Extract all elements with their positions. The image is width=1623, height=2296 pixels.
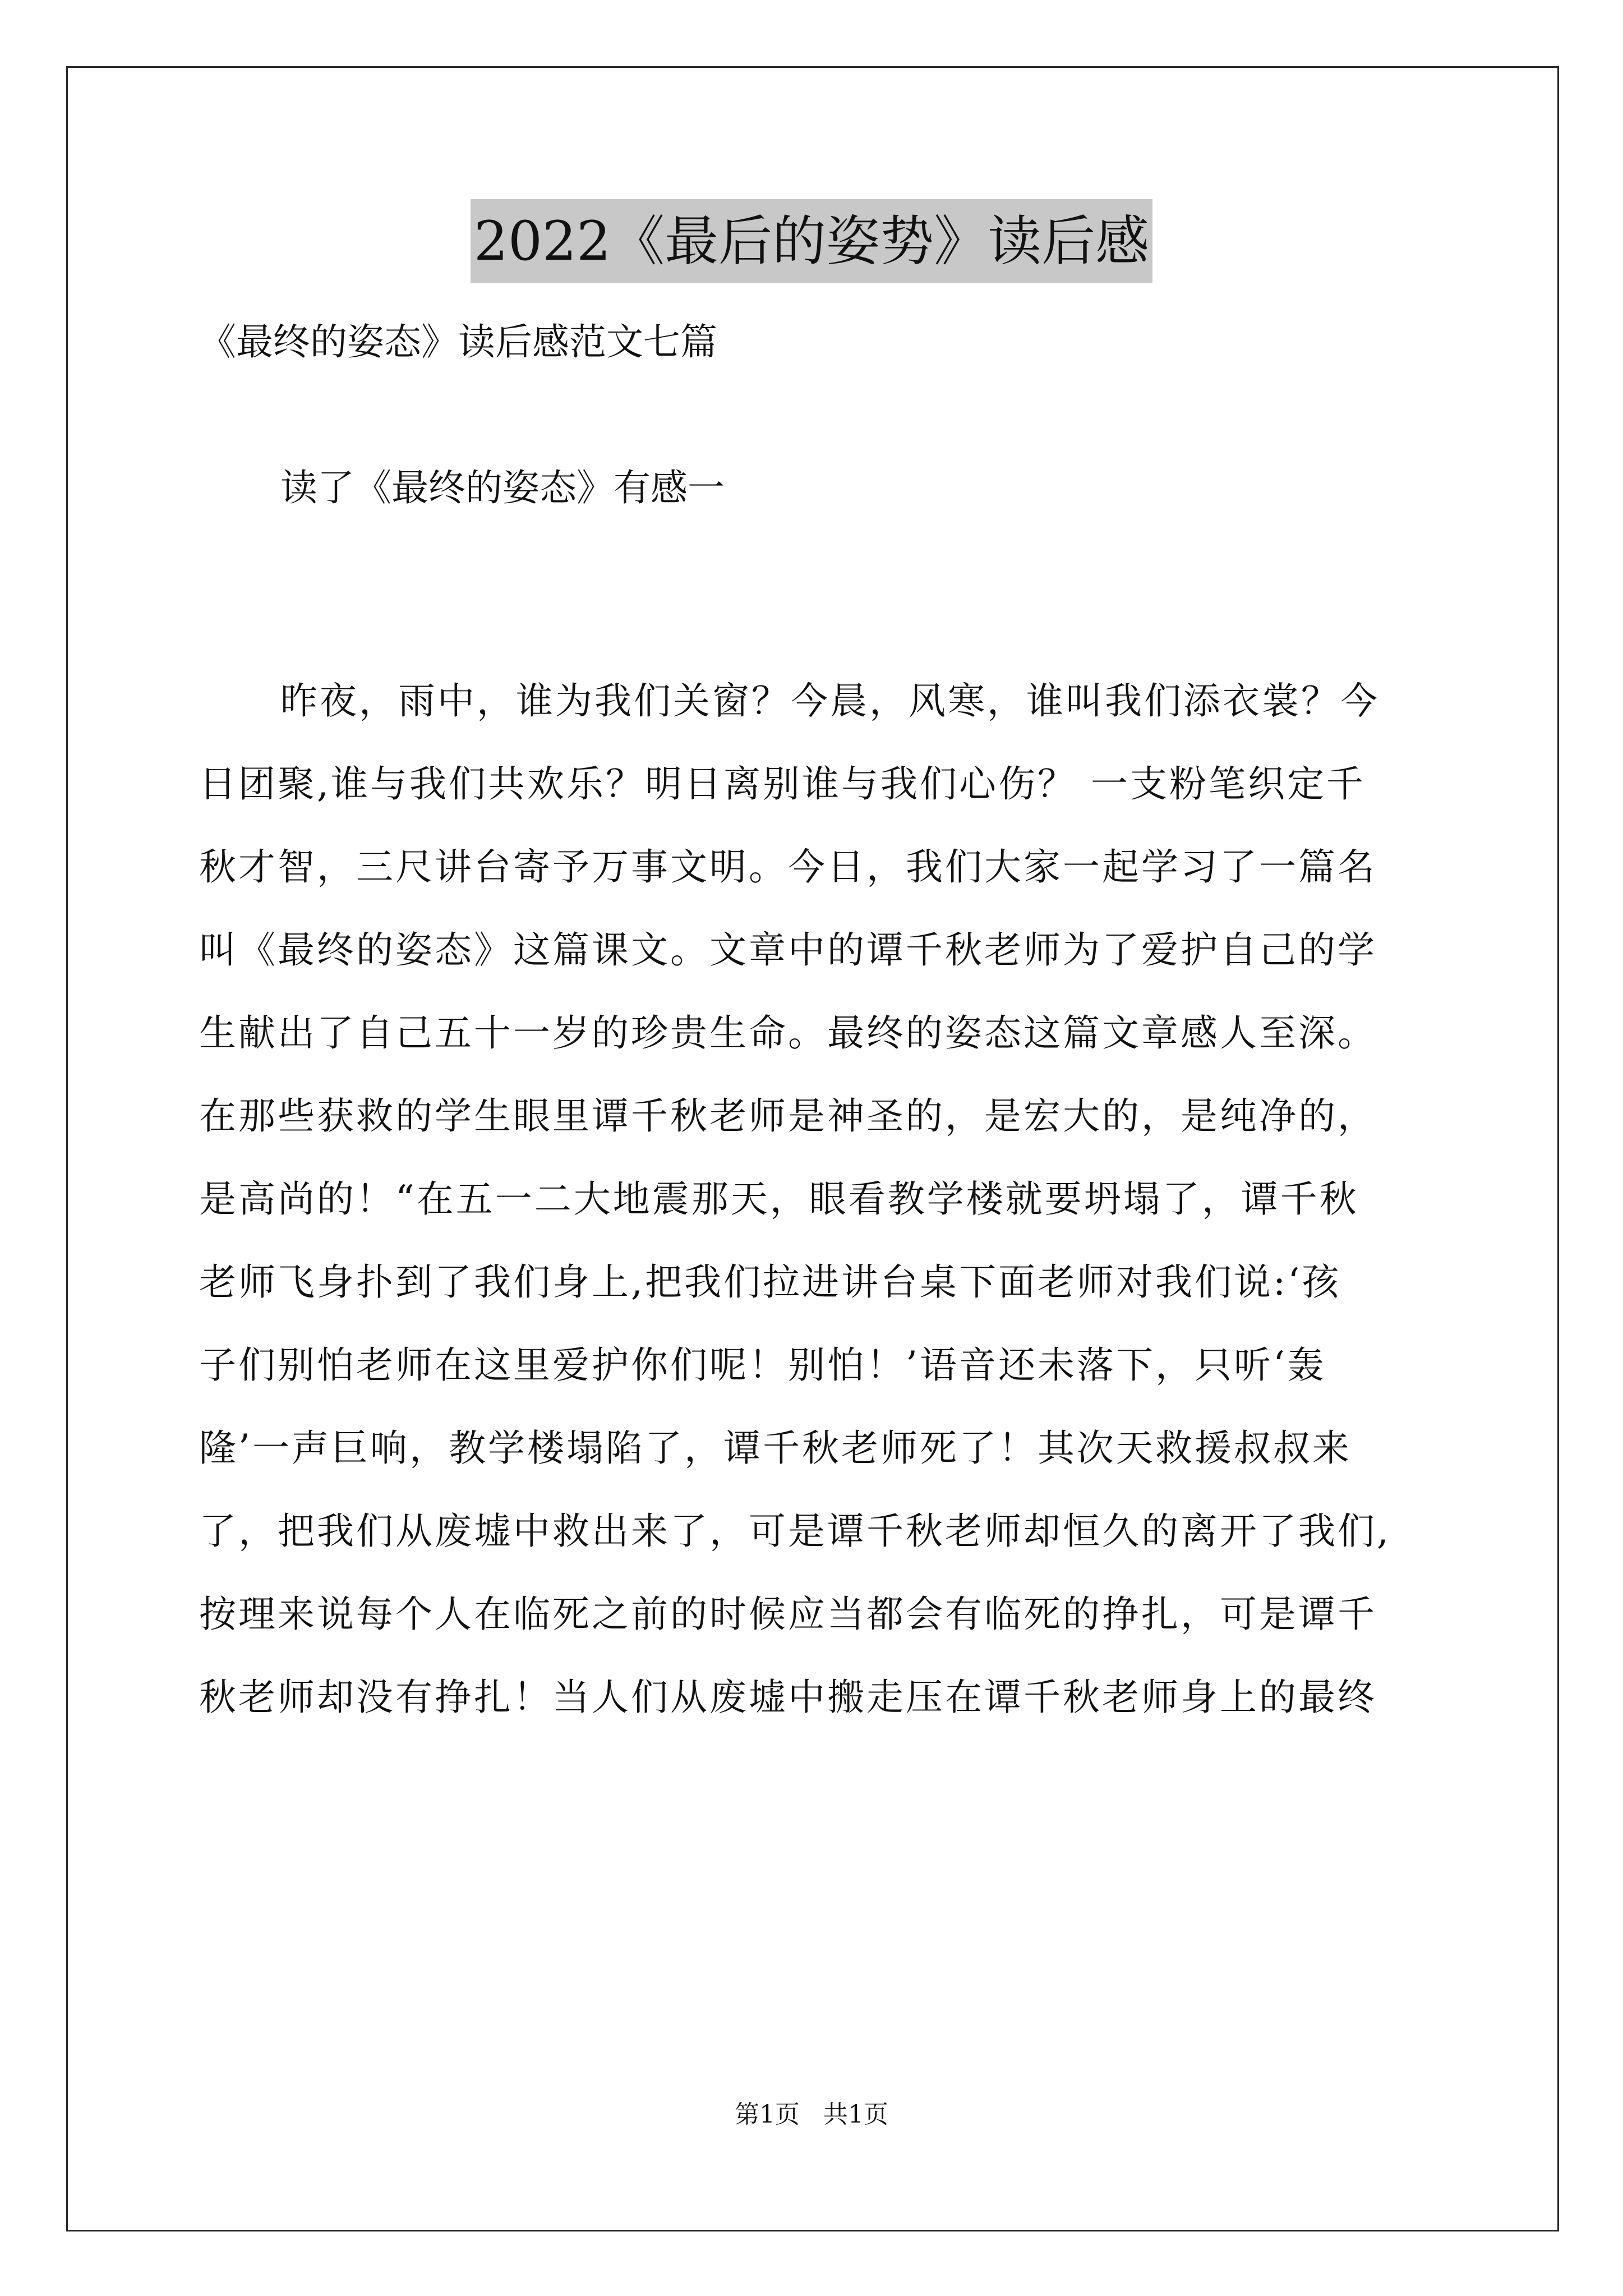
body-line: 生献出了自己五十一岁的珍贵生命。最终的姿态这篇文章感人至深。 bbox=[199, 1011, 1377, 1055]
title-container bbox=[0, 199, 1623, 283]
body-line: 叫《最终的姿态》这篇课文。文章中的谭千秋老师为了爱护自己的学 bbox=[199, 928, 1377, 972]
body-line: 老师飞身扑到了我们身上,把我们拉进讲台桌下面老师对我们说:‘孩 bbox=[199, 1260, 1341, 1304]
body-line: 在那些获救的学生眼里谭千秋老师是神圣的，是宏大的，是纯净的， bbox=[199, 1094, 1377, 1138]
body-line: 昨夜，雨中，谁为我们关窗？今晨，风寒，谁叫我们添衣裳？今 bbox=[280, 679, 1380, 723]
body-text bbox=[199, 673, 1433, 1752]
body-line: 秋才智，三尺讲台寄予万事文明。今日，我们大家一起学习了一篇名 bbox=[199, 845, 1377, 889]
document-title: 2022《最后的姿势》读后感 bbox=[471, 199, 1152, 283]
body-line: 子们别怕老师在这里爱护你们呢！别怕！’语音还未落下，只听‘轰 bbox=[199, 1343, 1326, 1387]
body-line: 是高尚的！“在五一二大地震那天，眼看教学楼就要坍塌了，谭千秋 bbox=[199, 1177, 1359, 1221]
body-line: 隆’一声巨响，教学楼塌陷了，谭千秋老师死了！其次天救援叔叔来 bbox=[199, 1427, 1352, 1470]
body-line: 了，把我们从废墟中救出来了，可是谭千秋老师却恒久的离开了我们, bbox=[199, 1510, 1391, 1553]
body-line: 日团聚,谁与我们共欢乐？明日离别谁与我们心伤？ 一支粉笔织定千 bbox=[199, 762, 1366, 806]
body-line: 秋老师却没有挣扎！当人们从废墟中搬走压在谭千秋老师身上的最终 bbox=[199, 1676, 1377, 1719]
document-subtitle: 《最终的姿态》读后感范文七篇 bbox=[199, 320, 717, 364]
body-line: 按理来说每个人在临死之前的时候应当都会有临死的挣扎，可是谭千 bbox=[199, 1593, 1377, 1636]
page-footer: 第1页 共1页 bbox=[735, 2100, 888, 2129]
section-heading: 读了《最终的姿态》有感一 bbox=[280, 466, 725, 509]
